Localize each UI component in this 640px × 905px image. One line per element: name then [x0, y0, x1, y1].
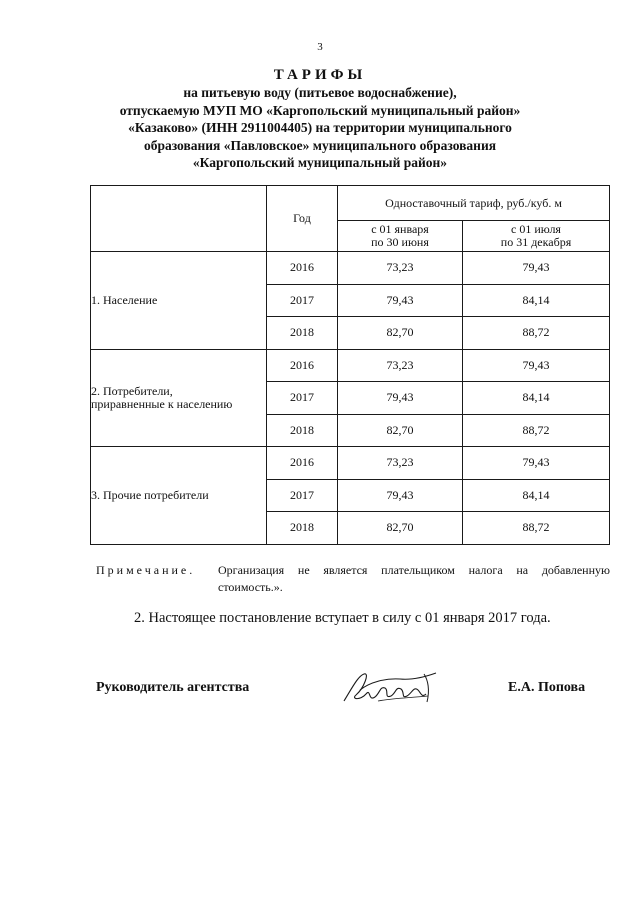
note-label: Примечание.: [96, 563, 196, 577]
year-cell: 2017: [267, 479, 338, 512]
category-label: 2. Потребители,: [91, 383, 173, 398]
table-row: [91, 447, 610, 480]
year-cell: 2018: [267, 317, 338, 350]
tariff-h2-cell: 79,43: [463, 252, 610, 285]
table-header-row: [91, 186, 610, 221]
tariff-h1-cell: 82,70: [338, 317, 463, 350]
tariff-header: Одноставочный тариф, руб./куб. м: [338, 186, 610, 221]
decree-paragraph: 2. Настоящее постановление вступает в силу с 01 января 2017 года.: [134, 610, 551, 626]
category-label: приравненные к населению: [91, 396, 233, 411]
signatory-name: Е.А. Попова: [508, 680, 586, 695]
tariff-h2-cell: 84,14: [463, 382, 610, 415]
category-label: 3. Прочие потребители: [91, 487, 209, 502]
tariff-h1-cell: 73,23: [338, 252, 463, 285]
period-header-line: с 01 июля: [511, 222, 561, 236]
title-line: «Казаково» (ИНН 2911004405) на территории муниципального: [128, 120, 512, 135]
tariff-h1-cell: 82,70: [338, 512, 463, 545]
tariff-h2-cell: 79,43: [463, 447, 610, 480]
tariff-h1-cell: 73,23: [338, 447, 463, 480]
category-cell: [91, 447, 267, 545]
period-header-line: по 30 июня: [371, 235, 429, 249]
period-header-2: [463, 221, 610, 252]
year-header: Год: [267, 186, 338, 252]
title-line: на питьевую воду (питьевое водоснабжение),: [183, 85, 457, 100]
title-line: «Каргопольский муниципальный район»: [192, 155, 448, 170]
header-empty-cell: [91, 186, 267, 252]
year-cell: 2016: [267, 447, 338, 480]
title-main: ТАРИФЫ: [273, 67, 367, 83]
year-cell: 2016: [267, 252, 338, 285]
tariff-h1-cell: 79,43: [338, 284, 463, 317]
tariff-h1-cell: 79,43: [338, 382, 463, 415]
tariff-h1-cell: 82,70: [338, 414, 463, 447]
table-row: [91, 349, 610, 382]
document-title: [60, 66, 580, 172]
title-line: отпускаемую МУП МО «Каргопольский муниципальный район»: [119, 102, 521, 118]
year-cell: 2018: [267, 512, 338, 545]
signatory-position: Руководитель агентства: [96, 680, 250, 695]
year-cell: 2017: [267, 382, 338, 415]
tariff-h2-cell: 84,14: [463, 479, 610, 512]
year-cell: 2016: [267, 349, 338, 382]
year-cell: 2017: [267, 284, 338, 317]
category-cell: [91, 252, 267, 350]
tariff-h2-cell: 84,14: [463, 284, 610, 317]
handwritten-signature-icon: [338, 668, 444, 708]
tariff-h2-cell: 88,72: [463, 512, 610, 545]
page-number: 3: [317, 41, 323, 53]
tariff-h1-cell: 73,23: [338, 349, 463, 382]
note-text: Организация не является плательщиком налога на добавленную: [218, 563, 610, 577]
title-line: образования «Павловское» муниципального образования: [143, 137, 497, 153]
year-cell: 2018: [267, 414, 338, 447]
period-header-line: с 01 января: [371, 222, 429, 236]
tariff-h1-cell: 79,43: [338, 479, 463, 512]
tariff-h2-cell: 88,72: [463, 317, 610, 350]
tariff-h2-cell: 79,43: [463, 349, 610, 382]
category-label: 1. Население: [91, 292, 158, 307]
tariff-h2-cell: 88,72: [463, 414, 610, 447]
table-row: [91, 252, 610, 285]
note-text-continuation: стоимость.».: [218, 580, 283, 594]
period-header-1: [338, 221, 463, 252]
tariff-table: [90, 185, 610, 545]
category-cell: [91, 349, 267, 447]
period-header-line: по 31 декабря: [500, 235, 572, 249]
